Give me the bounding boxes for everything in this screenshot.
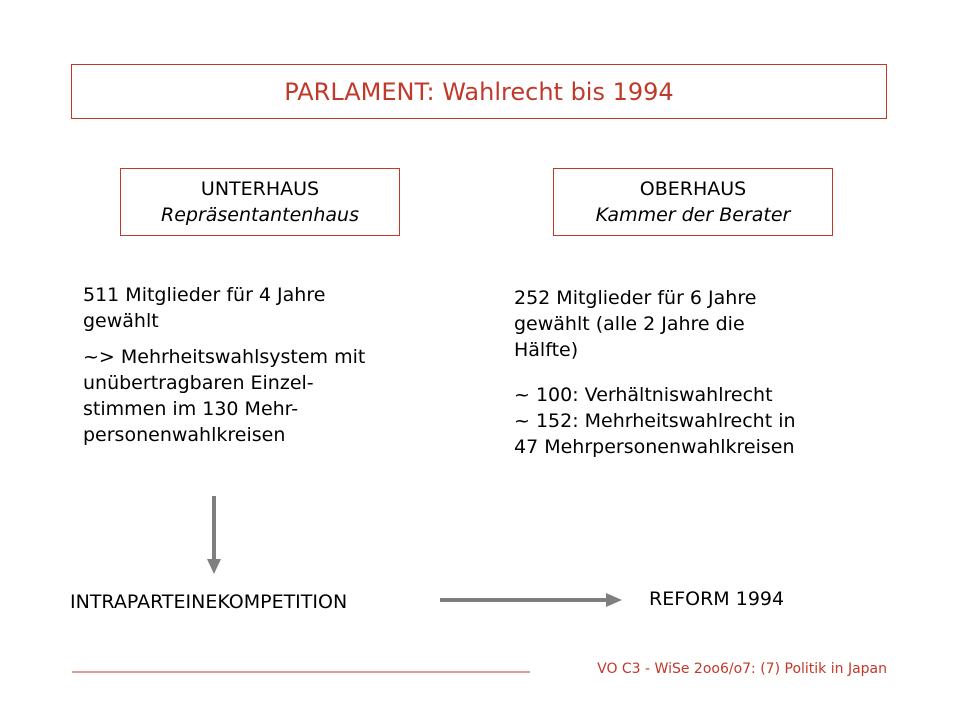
text-line: gewählt (alle 2 Jahre die — [514, 313, 745, 335]
text-line: 47 Mehrpersonenwahlkreisen — [514, 436, 795, 458]
slide-title: PARLAMENT: Wahlrecht bis 1994 — [284, 77, 674, 106]
down-arrow — [207, 496, 221, 574]
oberhaus-subtitle: Kammer der Berater — [595, 204, 791, 226]
text-line: gewählt — [83, 310, 159, 332]
text-line: Hälfte) — [514, 339, 579, 361]
text-line: unübertragbaren Einzel- — [83, 372, 314, 394]
footer-text: VO C3 - WiSe 2oo6/o7: (7) Politik in Japan — [597, 661, 887, 677]
text-line: ~ 152: Mehrheitswahlrecht in — [514, 410, 796, 432]
unterhaus-name: UNTERHAUS — [200, 178, 320, 200]
oberhaus-name: OBERHAUS — [639, 178, 747, 200]
text-line: personenwahlkreisen — [83, 424, 286, 446]
text-line: 511 Mitglieder für 4 Jahre — [83, 284, 326, 306]
right-arrow — [440, 593, 622, 607]
text-line: stimmen im 130 Mehr- — [83, 398, 299, 420]
text-line: ~> Mehrheitswahlsystem mit — [83, 346, 366, 368]
reform-label: REFORM 1994 — [649, 588, 785, 610]
unterhaus-subtitle: Repräsentantenhaus — [161, 204, 359, 226]
text-line: ~ 100: Verhältniswahlrecht — [514, 384, 773, 406]
text-line: 252 Mitglieder für 6 Jahre — [514, 287, 757, 309]
intraparteinekompetition-label: INTRAPARTEINEKOMPETITION — [70, 591, 348, 613]
